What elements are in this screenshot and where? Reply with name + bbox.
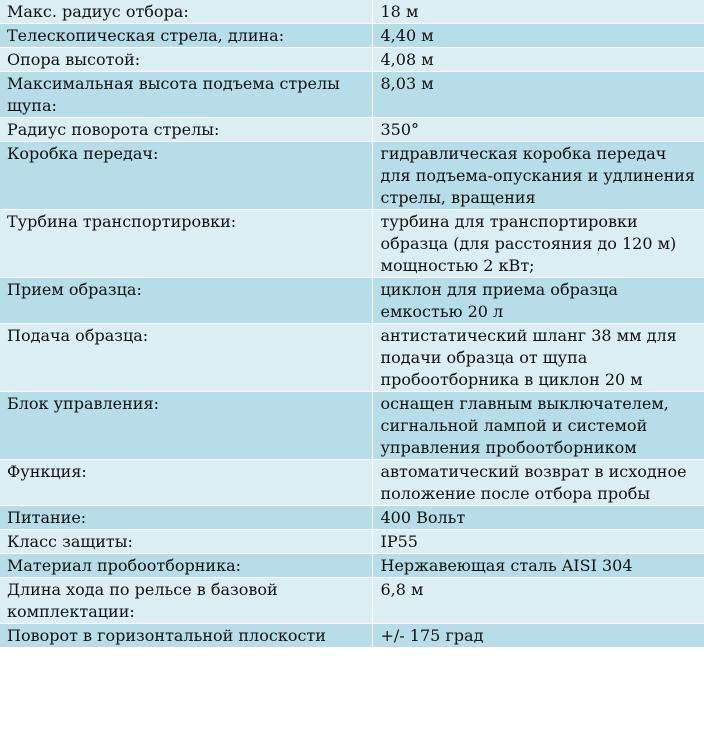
row-label: Материал пробоотборника: xyxy=(0,554,372,578)
row-label: Макс. радиус отбора: xyxy=(0,0,372,24)
row-label: Максимальная высота подъема стрелы щупа: xyxy=(0,72,372,118)
row-label: Турбина транспортировки: xyxy=(0,210,372,278)
row-value: IP55 xyxy=(372,530,704,554)
row-value: +/- 175 град xyxy=(372,624,704,648)
row-label: Прием образца: xyxy=(0,278,372,324)
row-label: Подача образца: xyxy=(0,324,372,392)
row-label: Опора высотой: xyxy=(0,48,372,72)
table-row xyxy=(0,506,704,530)
row-label: Телескопическая стрела, длина: xyxy=(0,24,372,48)
row-value: 6,8 м xyxy=(372,578,704,624)
row-label: Длина хода по рельсе в базовой комплектации: xyxy=(0,578,372,624)
row-value: 4,08 м xyxy=(372,48,704,72)
row-value: 8,03 м xyxy=(372,72,704,118)
table-row xyxy=(0,324,704,392)
row-value: автоматический возврат в исходное положение после отбора пробы xyxy=(372,460,704,506)
row-value: 4,40 м xyxy=(372,24,704,48)
table-row xyxy=(0,0,704,24)
table-row xyxy=(0,392,704,460)
row-value: турбина для транспортировки образца (для расстояния до 120 м) мощностью 2 кВт; xyxy=(372,210,704,278)
row-value: антистатический шланг 38 мм для подачи образца от щупа пробоотборника в циклон 20 м xyxy=(372,324,704,392)
table-row xyxy=(0,278,704,324)
row-value: Нержавеющая сталь AISI 304 xyxy=(372,554,704,578)
row-label: Радиус поворота стрелы: xyxy=(0,118,372,142)
row-label: Поворот в горизонтальной плоскости xyxy=(0,624,372,648)
table-row xyxy=(0,554,704,578)
table-row xyxy=(0,210,704,278)
table-row xyxy=(0,48,704,72)
row-value: гидравлическая коробка передач для подъема-опускания и удлинения стрелы, вращения xyxy=(372,142,704,210)
row-value: оснащен главным выключателем, сигнальной лампой и системой управления пробоотборником xyxy=(372,392,704,460)
table-row xyxy=(0,142,704,210)
table-row xyxy=(0,72,704,118)
row-value: 350° xyxy=(372,118,704,142)
table-row xyxy=(0,624,704,648)
row-label: Класс защиты: xyxy=(0,530,372,554)
table-row xyxy=(0,460,704,506)
table-row xyxy=(0,24,704,48)
row-value: 400 Вольт xyxy=(372,506,704,530)
table-row xyxy=(0,530,704,554)
row-value: циклон для приема образца емкостью 20 л xyxy=(372,278,704,324)
row-value: 18 м xyxy=(372,0,704,24)
row-label: Коробка передач: xyxy=(0,142,372,210)
table-row xyxy=(0,578,704,624)
row-label: Функция: xyxy=(0,460,372,506)
row-label: Питание: xyxy=(0,506,372,530)
row-label: Блок управления: xyxy=(0,392,372,460)
table-row xyxy=(0,118,704,142)
